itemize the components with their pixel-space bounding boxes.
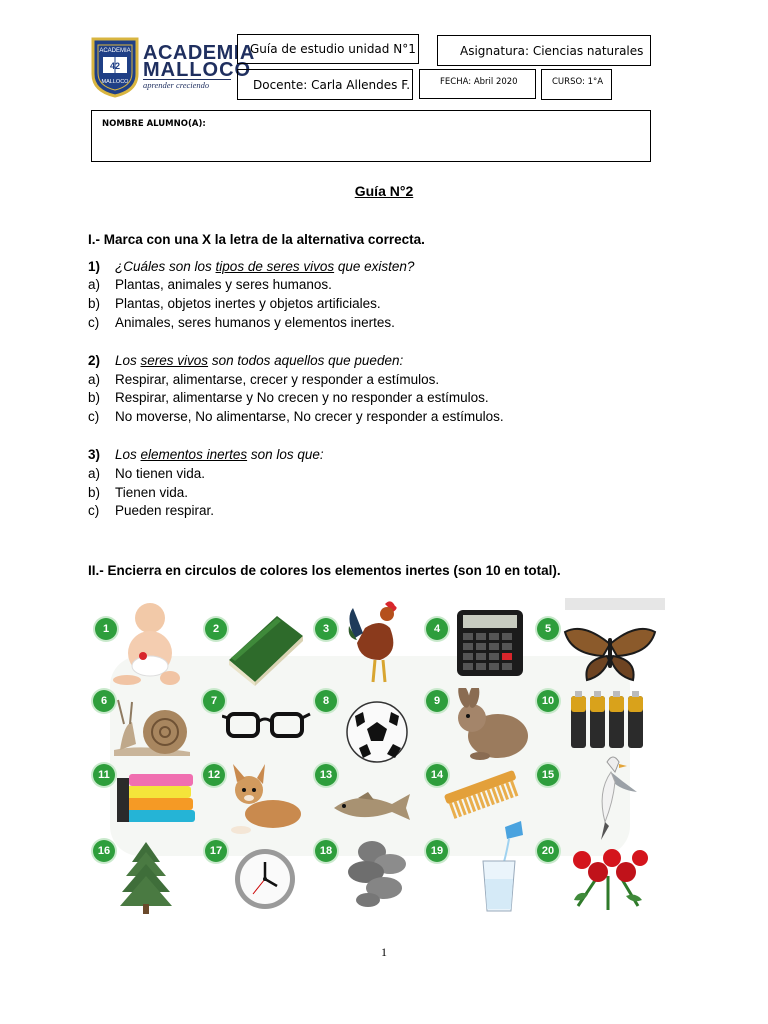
item-number: 18 [315,840,337,862]
section1-heading: I.- Marca con una X la letra de la alternativa correcta. [88,232,425,247]
school-logo [90,36,255,98]
rabbit-icon[interactable] [450,688,532,762]
question-stem: 1) ¿Cuáles son los tipos de seres vivos que existen? [88,259,415,274]
guide-unit-text: Guía de estudio unidad N°1 [250,42,416,56]
option-b[interactable]: b) Tienen vida. [88,485,189,500]
option-a[interactable]: a) No tienen vida. [88,466,206,481]
page-number: 1 [381,945,387,959]
item-number: 11 [93,764,115,786]
option-c[interactable]: c) No moverse, No alimentarse, No crecer y responder a estímulos. [88,409,504,424]
seagull-icon[interactable] [583,752,639,844]
seal-top-text: ACADEMIA [99,48,131,54]
teacher-text: Docente: Carla Allendes F. [253,77,411,92]
option-b[interactable]: b) Plantas, objetos inertes y objetos artificiales. [88,296,381,311]
glasses-icon[interactable] [222,706,312,746]
item-number: 4 [426,618,448,640]
fish-icon[interactable] [328,790,412,824]
option-c[interactable]: c) Pueden respirar. [88,503,215,518]
item-number: 20 [537,840,559,862]
book-icon[interactable] [225,608,307,686]
item-number: 15 [537,764,559,786]
item-number: 3 [315,618,337,640]
highlighters-icon[interactable] [115,768,201,830]
water-glass-icon[interactable] [475,821,525,913]
option-c[interactable]: c) Animales, seres humanos y elementos inertes. [88,315,395,330]
item-number: 17 [205,840,227,862]
item-number: 8 [315,690,337,712]
question-stem: 2) Los seres vivos son todos aquellos que pueden: [88,353,404,368]
item-number: 13 [315,764,337,786]
subject-text: Asignatura: Ciencias naturales [460,43,644,58]
school-slogan: aprender creciendo [143,80,210,90]
school-seal-icon [90,36,140,98]
baby-icon[interactable] [105,598,185,688]
seal-number: 42 [109,61,121,71]
item-number: 12 [203,764,225,786]
roses-icon[interactable] [568,846,650,912]
date-text: FECHA: Abril 2020 [440,77,518,87]
item-number: 9 [426,690,448,712]
subject-box [437,35,651,66]
question-number: 1) [88,259,101,274]
calculator-icon[interactable] [455,608,525,678]
question-number: 3) [88,447,101,462]
comb-icon[interactable] [440,764,524,826]
date-box [419,69,536,99]
item-number: 5 [537,618,559,640]
item-number: 14 [426,764,448,786]
course-text: CURSO: 1°A [552,77,604,87]
batteries-icon[interactable] [567,688,649,750]
rooster-icon[interactable] [345,598,407,686]
question-number: 2) [88,353,101,368]
image-grid [90,596,668,916]
stones-icon[interactable] [342,838,414,910]
snail-icon[interactable] [110,694,195,760]
item-number: 19 [426,840,448,862]
butterfly-icon[interactable] [563,624,657,684]
option-a[interactable]: a) Respirar, alimentarse, crecer y responder a estímulos. [88,372,440,387]
option-b[interactable]: b) Respirar, alimentarse y No crecen y no responder a estímulos. [88,390,489,405]
school-name-1: ACADEMIA [143,42,255,64]
question-stem: 3) Los elementos inertes son los que: [88,447,324,462]
dog-icon[interactable] [227,764,307,838]
section2-heading: II.- Encierra en circulos de colores los elementos inertes (son 10 en total). [88,563,561,578]
clock-icon[interactable] [233,846,297,912]
tree-icon[interactable] [118,840,174,916]
student-name-box[interactable] [91,110,651,162]
item-number: 2 [205,618,227,640]
soccer-ball-icon[interactable] [345,694,409,770]
school-name-2: MALLOCO [143,59,252,81]
item-number: 6 [93,690,115,712]
item-number: 7 [203,690,225,712]
item-number: 1 [95,618,117,640]
student-name-label: NOMBRE ALUMNO(A): [102,119,206,129]
guide-unit-box [237,34,419,64]
item-number: 16 [93,840,115,862]
course-box [541,69,612,100]
seal-bottom-text: MALLOCO [101,79,129,85]
teacher-box [237,69,413,100]
option-a[interactable]: a) Plantas, animales y seres humanos. [88,277,332,292]
item-number: 10 [537,690,559,712]
page-title: Guía N°2 [354,183,414,199]
